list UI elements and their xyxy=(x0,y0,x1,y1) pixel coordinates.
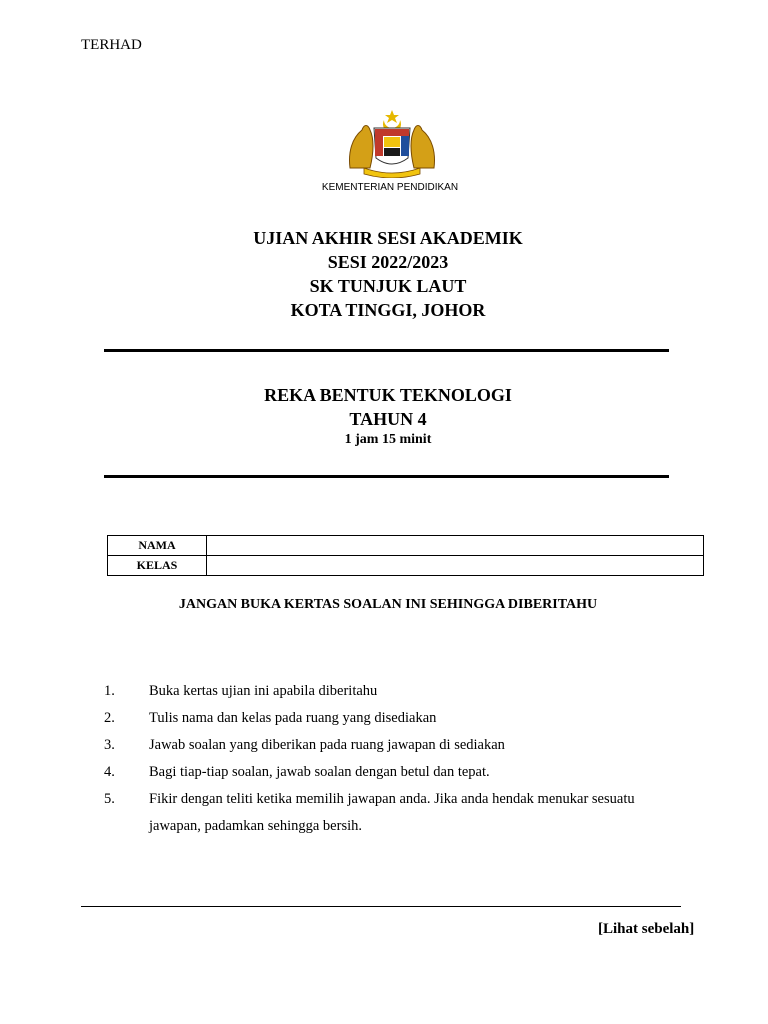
exam-duration: 1 jam 15 minit xyxy=(344,432,432,447)
classification-label: TERHAD xyxy=(81,37,142,53)
instruction-number: 3. xyxy=(104,737,115,753)
year-level: TAHUN 4 xyxy=(349,409,427,429)
exam-session: SESI 2022/2023 xyxy=(327,252,449,272)
school-location: KOTA TINGGI, JOHOR xyxy=(290,300,486,320)
divider-bottom xyxy=(104,475,669,478)
subject-title: REKA BENTUK TEKNOLOGI xyxy=(264,385,512,405)
instruction-text: Jawab soalan yang diberikan pada ruang jawapan di sediakan xyxy=(149,737,505,753)
instruction-text: Buka kertas ujian ini apabila diberitahu xyxy=(149,683,378,699)
instructions-list xyxy=(104,678,684,840)
class-label: KELAS xyxy=(108,556,207,576)
footer-divider xyxy=(81,906,681,907)
subject-block xyxy=(0,383,768,431)
instruction-text: Fikir dengan teliti ketika memilih jawapan anda. Jika anda hendak menukar sesuatu jawapan, padamkan sehingga bersih. xyxy=(149,791,635,834)
instruction-item xyxy=(104,759,684,786)
instruction-item xyxy=(104,786,684,840)
instruction-text: Bagi tiap-tiap soalan, jawab soalan dengan betul dan tepat. xyxy=(149,764,490,780)
warning-notice: JANGAN BUKA KERTAS SOALAN INI SEHINGGA DIBERITAHU xyxy=(178,597,598,612)
school-name: SK TUNJUK LAUT xyxy=(309,276,467,296)
class-field[interactable] xyxy=(207,556,704,576)
name-row xyxy=(108,536,704,556)
instruction-item xyxy=(104,732,684,759)
instruction-item xyxy=(104,678,684,705)
exam-title-block xyxy=(0,226,768,322)
ministry-caption: KEMENTERIAN PENDIDIKAN xyxy=(321,182,459,193)
divider-top xyxy=(104,349,669,352)
coat-of-arms-logo xyxy=(344,108,440,178)
name-field[interactable] xyxy=(207,536,704,556)
instruction-number: 4. xyxy=(104,764,115,780)
instruction-text: Tulis nama dan kelas pada ruang yang disediakan xyxy=(149,710,437,726)
class-row xyxy=(108,556,704,576)
instruction-number: 2. xyxy=(104,710,115,726)
instruction-number: 1. xyxy=(104,683,115,699)
instruction-item xyxy=(104,705,684,732)
name-label: NAMA xyxy=(108,536,207,556)
instruction-number: 5. xyxy=(104,791,115,807)
student-info-table xyxy=(107,535,704,576)
next-page-note: [Lihat sebelah] xyxy=(598,921,695,937)
exam-title: UJIAN AKHIR SESI AKADEMIK xyxy=(253,228,523,248)
